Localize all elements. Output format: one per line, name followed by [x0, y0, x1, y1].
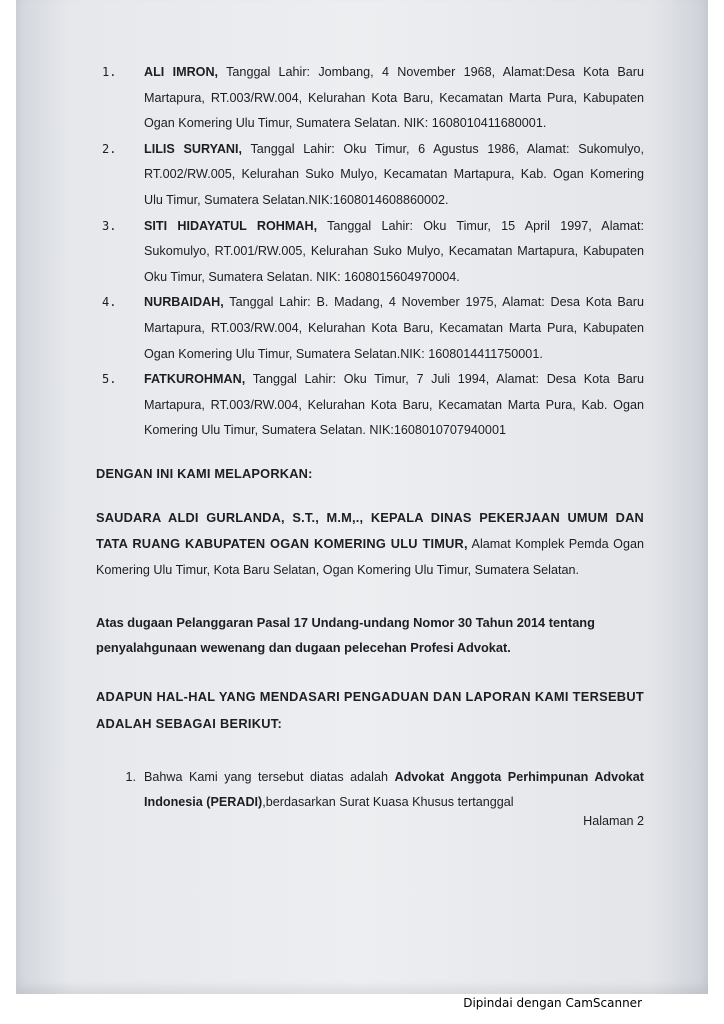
- witness-details: Tanggal Lahir: Oku Timur, 7 Juli 1994, Alamat: Desa Kota Baru Martapura, RT.003/RW.004, Kelurahan Kota Baru, Kecamatan Marta Pura, Kab. Ogan Komering Ulu Timur, Sumatera Selatan. NIK:1608010707940001: [144, 372, 644, 438]
- grounds-text-bold: Advokat Anggota Perhimpunan Advokat Indonesia (PERADI): [144, 769, 644, 810]
- reported-party: [96, 505, 644, 584]
- witness-entry: [144, 60, 644, 137]
- reported-party-name: SAUDARA ALDI GURLANDA, S.T., M.M,., KEPALA DINAS PEKERJAAN UMUM DAN TATA RUANG KABUPATEN OGAN KOMERING ULU TIMUR,: [96, 509, 644, 551]
- witness-name: ALI IMRON,: [144, 65, 219, 79]
- scanned-page: [16, 0, 708, 994]
- list-item: [96, 367, 644, 444]
- list-number: 2.: [102, 141, 117, 156]
- witness-entry: [144, 367, 644, 444]
- grounds-text-end: ,berdasarkan Surat Kuasa Khusus tertanggal: [262, 795, 514, 810]
- grounds-list: [96, 765, 644, 816]
- list-item: [96, 290, 644, 367]
- page-number: Halaman 2: [583, 814, 644, 829]
- list-number: 5.: [102, 372, 117, 387]
- list-number: 3.: [102, 218, 117, 233]
- witness-details: Tanggal Lahir: Jombang, 4 November 1968, Alamat:Desa Kota Baru Martapura, RT.003/RW.004, Kelurahan Kota Baru, Kecamatan Marta Pura, Kabupaten Ogan Komering Ulu Timur, Sumatera Selatan. NIK: 1608010411680001.: [144, 65, 644, 131]
- witness-name: FATKUROHMAN,: [144, 372, 246, 387]
- list-number: 4.: [102, 295, 117, 310]
- witness-details: Tanggal Lahir: Oku Timur, 6 Agustus 1986, Alamat: Sukomulyo, RT.002/RW.005, Kelurahan Suko Mulyo, Kecamatan Martapura, Kab. Ogan Komering Ulu Timur, Sumatera Selatan.NIK:1608014608860002.: [144, 141, 644, 207]
- witness-entry: [144, 137, 644, 214]
- report-heading: DENGAN INI KAMI MELAPORKAN:: [96, 465, 313, 481]
- witness-details: Tanggal Lahir: B. Madang, 4 November 1975, Alamat: Desa Kota Baru Martapura, RT.003/RW.004, Kelurahan Kota Baru, Kecamatan Marta Pura, Kabupaten Ogan Komering Ulu Timur, Sumatera Selatan.NIK: 1608014411750001.: [144, 295, 644, 361]
- grounds-text: Bahwa Kami yang tersebut diatas adalah: [144, 769, 395, 784]
- scanner-watermark: Dipindai dengan CamScanner: [463, 996, 642, 1010]
- witness-details: Tanggal Lahir: Oku Timur, 15 April 1997, Alamat: Sukomulyo, RT.001/RW.005, Kelurahan Suko Mulyo, Kecamatan Martapura, Kabupaten Oku Timur, Sumatera Selatan. NIK: 1608015604970004.: [144, 218, 644, 284]
- list-item: [96, 137, 644, 214]
- witness-name: LILIS SURYANI,: [144, 141, 243, 156]
- reported-party-address: Alamat Komplek Pemda Ogan Komering Ulu Timur, Kota Baru Selatan, Ogan Komering Ulu Timur, Sumatera Selatan.: [96, 536, 644, 578]
- grounds-heading: ADAPUN HAL-HAL YANG MENDASARI PENGADUAN DAN LAPORAN KAMI TERSEBUT ADALAH SEBAGAI BERIKUT:: [96, 688, 644, 731]
- witness-name: NURBAIDAH,: [144, 295, 224, 310]
- list-item: [96, 214, 644, 291]
- list-number: 1.: [125, 769, 136, 784]
- document-body: [96, 60, 644, 828]
- list-number: 1.: [102, 65, 117, 79]
- allegation-paragraph: Atas dugaan Pelanggaran Pasal 17 Undang-undang Nomor 30 Tahun 2014 tentang penyalahgunaan wewenang dan dugaan pelecehan Profesi Advokat.: [96, 614, 595, 656]
- witness-entry: [144, 214, 644, 291]
- witness-entry: [144, 290, 644, 367]
- witness-name: SITI HIDAYATUL ROHMAH,: [144, 218, 318, 233]
- witness-list: [96, 60, 644, 444]
- grounds-item: [144, 765, 644, 816]
- list-item: [96, 60, 644, 137]
